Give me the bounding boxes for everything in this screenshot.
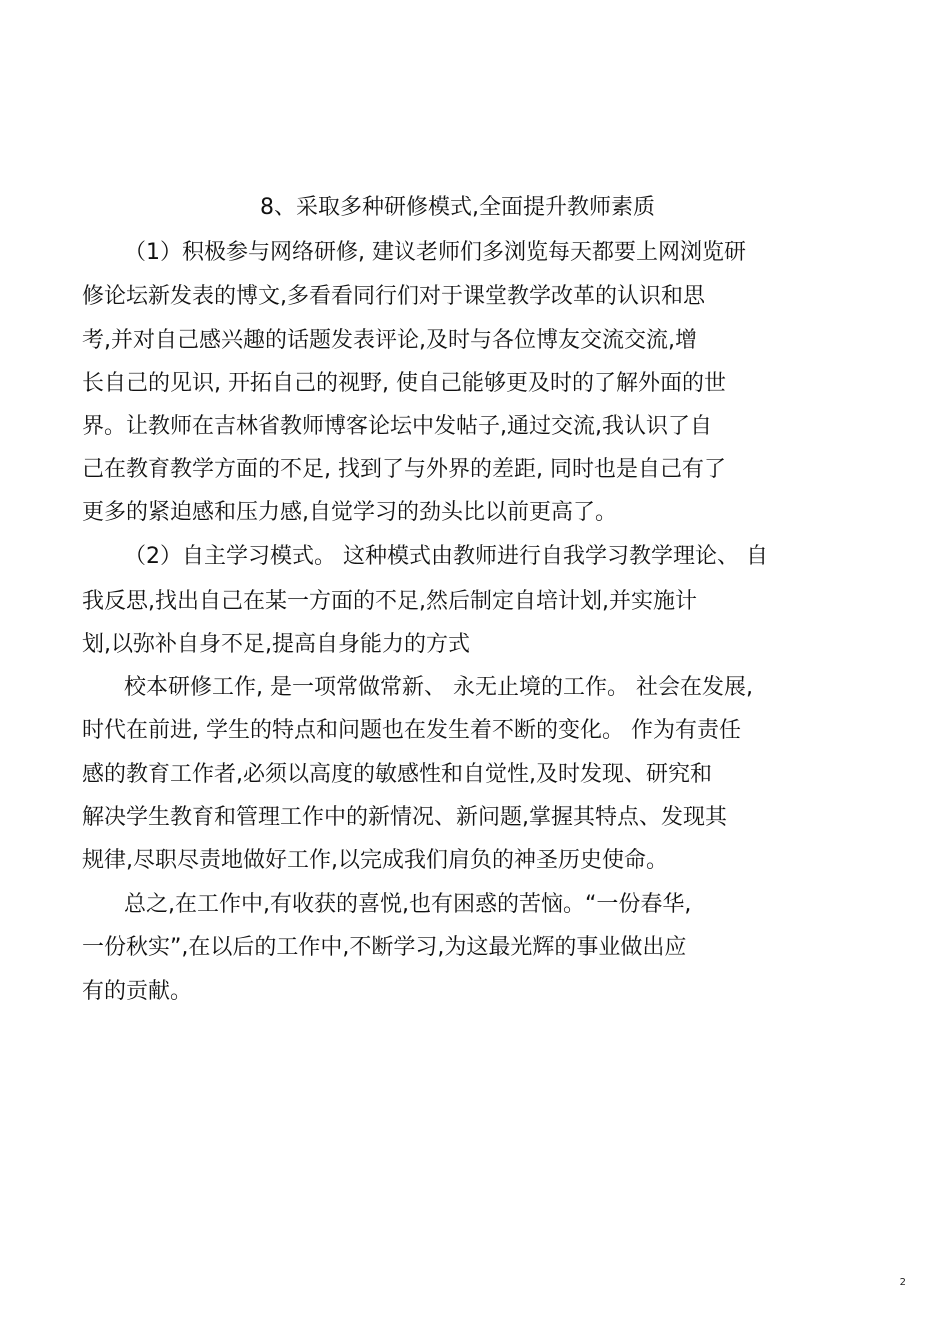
paragraph-4-line-3: 有的贡献。 xyxy=(82,979,193,1004)
paragraph-1-line-2: 修论坛新发表的博文,多看看同行们对于课堂教学改革的认识和思 xyxy=(82,284,705,309)
paragraph-1-line-6: 己在教育教学方面的不足, 找到了与外界的差距, 同时也是自己有了 xyxy=(82,457,726,482)
paragraph-2-line-3: 划,以弥补自身不足,提高自身能力的方式 xyxy=(82,632,470,657)
paragraph-2-line-2: 我反思,找出自己在某一方面的不足,然后制定自培计划,并实施计 xyxy=(82,589,697,614)
paragraph-1-line-7: 更多的紧迫感和压力感,自觉学习的劲头比以前更高了。 xyxy=(82,500,617,525)
paragraph-2-line-1: （2）自主学习模式。 这种模式由教师进行自我学习教学理论、 自 xyxy=(124,544,768,569)
paragraph-3-line-1: 校本研修工作, 是一项常做常新、 永无止境的工作。 社会在发展, xyxy=(124,675,753,700)
paragraph-4-line-2: 一份秋实”,在以后的工作中,不断学习,为这最光辉的事业做出应 xyxy=(82,935,687,960)
paragraph-3-line-5: 规律,尽职尽责地做好工作,以完成我们肩负的神圣历史使命。 xyxy=(82,848,668,873)
paragraph-3-line-4: 解决学生教育和管理工作中的新情况、新问题,掌握其特点、发现其 xyxy=(82,805,727,830)
paragraph-3-line-2: 时代在前进, 学生的特点和问题也在发生着不断的变化。 作为有责任 xyxy=(82,718,741,743)
page-number: 2 xyxy=(899,1277,906,1288)
paragraph-1-line-1: （1）积极参与网络研修, 建议老师们多浏览每天都要上网浏览研 xyxy=(124,240,746,265)
paragraph-4-line-1: 总之,在工作中,有收获的喜悦,也有困惑的苦恼。“一份春华, xyxy=(124,892,692,917)
paragraph-1-line-4: 长自己的见识, 开拓自己的视野, 使自己能够更及时的了解外面的世 xyxy=(82,371,726,396)
paragraph-1-line-3: 考,并对自己感兴趣的话题发表评论,及时与各位博友交流交流,增 xyxy=(82,328,697,353)
paragraph-3-line-3: 感的教育工作者,必须以高度的敏感性和自觉性,及时发现、研究和 xyxy=(82,762,712,787)
section-heading: 8、采取多种研修模式,全面提升教师素质 xyxy=(260,195,655,220)
paragraph-1-line-5: 界。让教师在吉林省教师博客论坛中发帖子,通过交流,我认识了自 xyxy=(82,414,712,439)
